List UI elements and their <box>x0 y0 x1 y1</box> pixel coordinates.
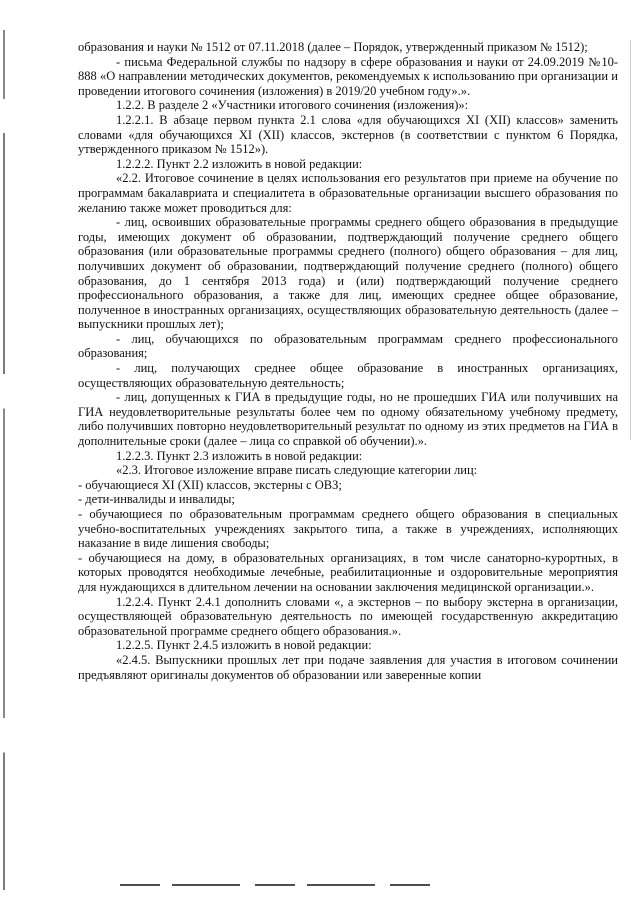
paragraph: «2.3. Итоговое изложение вправе писать следующие категории лиц: <box>116 463 478 478</box>
paragraph: - лиц, освоивших образовательные программы среднего общего образования в предыдущие годы, имеющих документ об образовании, подтверждающий получение среднего общего образования (или образовательные программы среднего (полного) общего образования – для лиц, получивших документ об образовании, подтверждающий получение среднего (полного) общего образования, до 1 сентября 2013 года) и (или) подтверждающий получение среднего профессионального образования, а также для лиц, имеющих среднее общее образование, полученное в иностранных организациях, осуществляющих образовательную деятельность (далее – выпускники прошлых лет); <box>78 215 618 332</box>
paragraph: - обучающиеся на дому, в образовательных организациях, в том числе санаторно-курортных, в которых проводятся необходимые лечебные, реабилитационные и оздоровительные мероприятия для нуждающихся в длительном лечении на основании заключения медицинской организации.». <box>78 550 618 594</box>
scan-right-edge <box>630 40 631 440</box>
paragraph: - лиц, допущенных к ГИА в предыдущие годы, но не прошедших ГИА или получивших на ГИА неудовлетворительные результаты более чем по одному обязательному учебному предмету, либо получивших повторно неудовлетворительный результат по одному из этих предметов на ГИА в дополнительные сроки (далее – лица со справкой об обучении).». <box>78 390 618 449</box>
paragraph: - обучающиеся XI (XII) классов, экстерны с ОВЗ; <box>78 477 342 492</box>
paragraph: - лиц, получающих среднее общее образование в иностранных организациях, осуществляющих образовательную деятельность; <box>78 361 618 390</box>
document-body <box>78 40 618 682</box>
paragraph: 1.2.2.4. Пункт 2.4.1 дополнить словами «, а экстернов – по выбору экстерна в организации, осуществляющей образовательную деятельность по имеющей государственную аккредитацию образовательной программе среднего общего образования.». <box>78 594 618 638</box>
paragraph: - дети-инвалиды и инвалиды; <box>78 492 235 507</box>
paragraph: 1.2.2. В разделе 2 «Участники итогового сочинения (изложения)»: <box>116 98 469 113</box>
paragraph: «2.4.5. Выпускники прошлых лет при подаче заявления для участия в итоговом сочинении предъявляют оригиналы документов об образовании или заверенные копии <box>78 652 618 682</box>
paragraph: - лиц, обучающихся по образовательным программам среднего профессионального образования; <box>78 331 618 361</box>
paragraph: 1.2.2.1. В абзаце первом пункта 2.1 слова «для обучающихся XI (XII) классов» заменить словами «для обучающихся XI (XII) классов, экстернов (в соответствии с пунктом 6 Порядка, утвержденного приказом № 1512»). <box>78 112 618 157</box>
bottom-scan-artifact <box>120 884 440 886</box>
paragraph: образования и науки № 1512 от 07.11.2018 (далее – Порядок, утвержденный приказом № 1512); <box>78 40 588 54</box>
paragraph: 1.2.2.5. Пункт 2.4.5 изложить в новой редакции: <box>116 638 372 653</box>
paragraph: - письма Федеральной службы по надзору в сфере образования и науки от 24.09.2019 №10-888 «О направлении методических документов, рекомендуемых к использованию при организации и проведении итогового сочинения (изложения) в 2019/20 учебном году».». <box>78 54 618 98</box>
scan-left-edge <box>3 30 5 890</box>
paragraph: 1.2.2.2. Пункт 2.2 изложить в новой редакции: <box>116 156 363 171</box>
paragraph: 1.2.2.3. Пункт 2.3 изложить в новой редакции: <box>116 448 363 463</box>
paragraph: - обучающиеся по образовательным программам среднего общего образования в специальных учебно-воспитательных учреждениях закрытого типа, а также в учреждениях, исполняющих наказание в виде лишения свободы; <box>78 507 618 551</box>
paragraph: «2.2. Итоговое сочинение в целях использования его результатов при приеме на обучение по программам бакалавриата и специалитета в образовательные организации высшего образования по желанию также может проводиться для: <box>78 171 618 215</box>
